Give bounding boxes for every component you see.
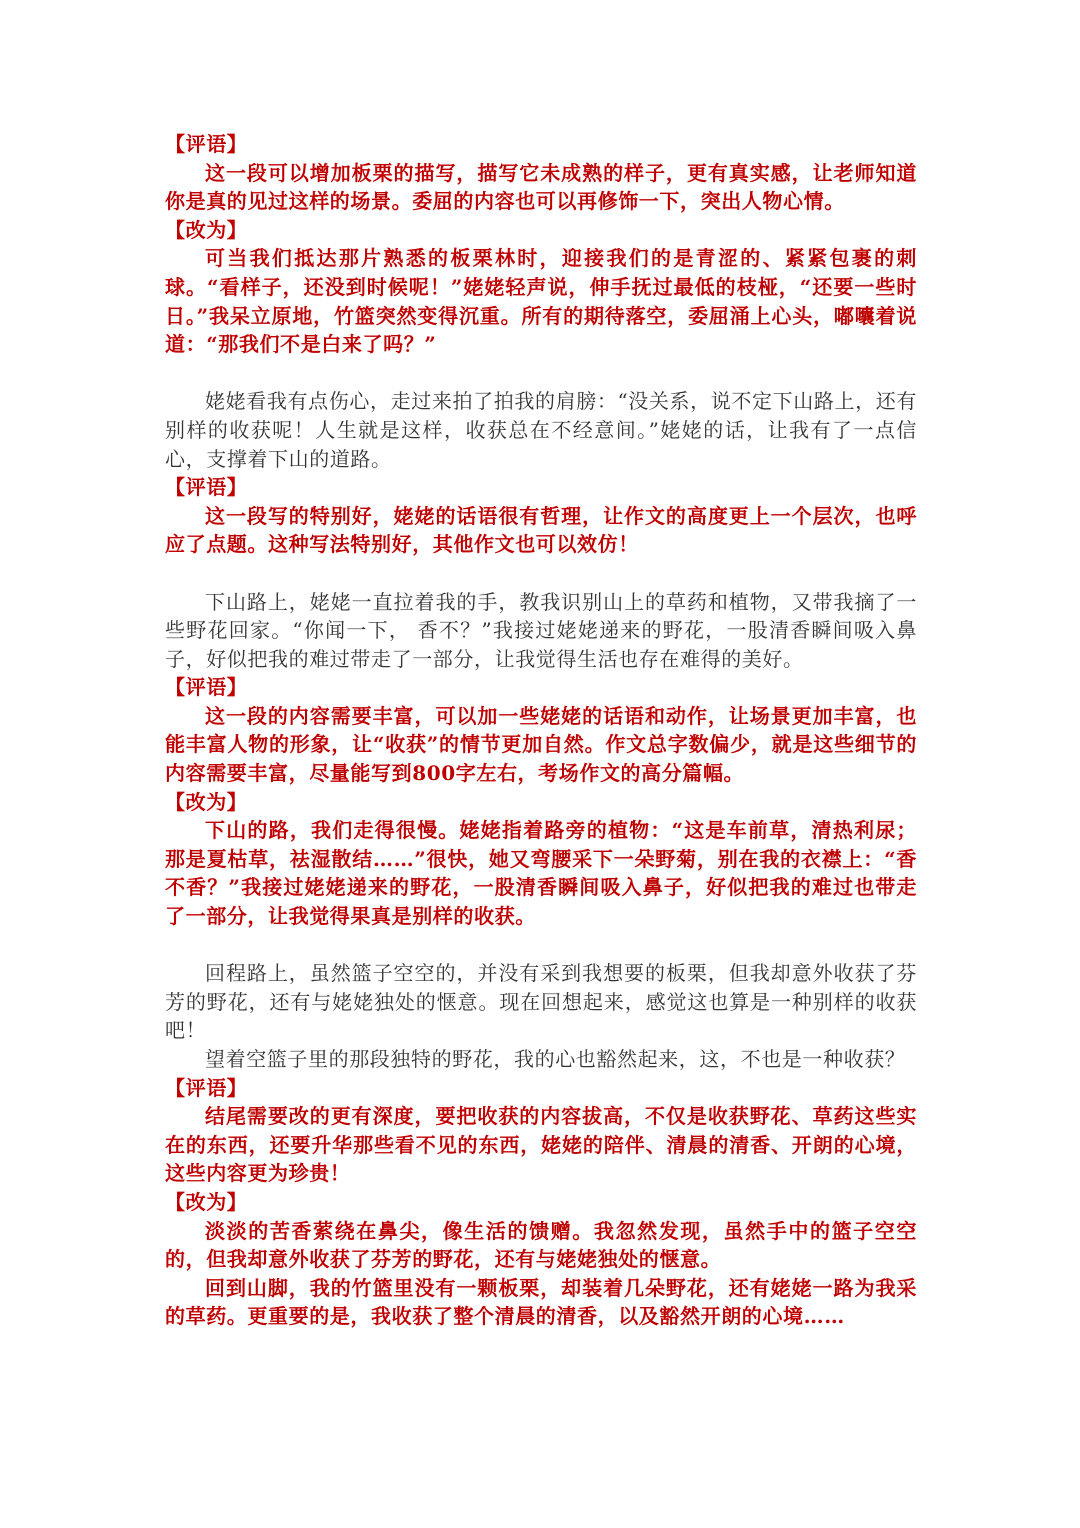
document-page (165, 130, 917, 1331)
revised-paragraph-1: 可当我们抵达那片熟悉的板栗林时，迎接我们的是青涩的、紧紧包裹的刺球。“看样子，还没到时候呢！”姥姥轻声说，伸手抚过最低的枝桠，“还要一些时日。”我呆立原地，竹篮突然变得沉重。所有的期待落空，委屈涌上心头，嘟囔着说道：“那我们不是白来了吗？” (165, 246, 917, 357)
revise-label: 【改为】 (165, 789, 248, 814)
paragraph-gap (165, 559, 917, 588)
comment-paragraph-1: 这一段可以增加板栗的描写，描写它未成熟的样子，更有真实感，让老师知道你是真的见过这样的场景。委屈的内容也可以再修饰一下，突出人物心情。 (165, 160, 917, 214)
comment-label: 【评语】 (165, 675, 248, 700)
revised-paragraph-4b: 回到山脚，我的竹篮里没有一颗板栗，却装着几朵野花，还有姥姥一路为我采的草药。更重要的是，我收获了整个清晨的清香，以及豁然开朗的心境…… (165, 1275, 917, 1329)
comment-label: 【评语】 (165, 132, 248, 156)
original-paragraph-4b: 望着空篮子里的那段独特的野花，我的心也豁然起来，这，不也是一种收获？ (205, 1047, 906, 1071)
comment-label: 【评语】 (165, 475, 248, 500)
revised-paragraph-3: 下山的路，我们走得很慢。姥姥指着路旁的植物：“这是车前草，清热利尿；那是夏枯草，祛湿散结……”很快，她又弯腰采下一朵野菊，别在我的衣襟上：“香不香？”我接过姥姥递来的野花，一股清香瞬间吸入鼻子，好似把我的难过也带走了一部分，让我觉得果真是别样的收获。 (165, 818, 917, 929)
revise-label: 【改为】 (165, 217, 248, 242)
comment-paragraph-3: 这一段的内容需要丰富，可以加一些姥姥的话语和动作，让场景更加丰富，也能丰富人物的形象，让“收获”的情节更加自然。作文总字数偏少，就是这些细节的内容需要丰富，尽量能写到800字左右，考场作文的高分篇幅。 (165, 703, 917, 786)
comment-paragraph-2: 这一段写的特别好，姥姥的话语很有哲理，让作文的高度更上一个层次，也呼应了点题。这种写法特别好，其他作文也可以效仿！ (165, 503, 917, 557)
original-paragraph-4a: 回程路上，虽然篮子空空的，并没有采到我想要的板栗，但我却意外收获了芬芳的野花，还有与姥姥独处的惬意。现在回想起来，感觉这也算是一种别样的收获吧！ (165, 961, 917, 1043)
comment-label: 【评语】 (165, 1075, 248, 1100)
original-paragraph-2: 姥姥看我有点伤心，走过来拍了拍我的肩膀：“没关系，说不定下山路上，还有别样的收获呢！人生就是这样，收获总在不经意间。”姥姥的话，让我有了一点信心，支撑着下山的道路。 (165, 389, 917, 471)
paragraph-gap (165, 359, 917, 388)
original-paragraph-3: 下山路上，姥姥一直拉着我的手，教我识别山上的草药和植物，又带我摘了一些野花回家。“你闻一下， 香不？”我接过姥姥递来的野花，一股清香瞬间吸入鼻子，好似把我的难过带走了一部分，让我觉得生活也存在难得的美好。 (165, 589, 917, 671)
paragraph-gap (165, 931, 917, 960)
comment-paragraph-4: 结尾需要改的更有深度，要把收获的内容拔高，不仅是收获野花、草药这些实在的东西，还要升华那些看不见的东西，姥姥的陪伴、清晨的清香、开朗的心境，这些内容更为珍贵！ (165, 1104, 917, 1186)
revised-paragraph-4a: 淡淡的苦香萦绕在鼻尖，像生活的馈赠。我忽然发现，虽然手中的篮子空空的，但我却意外收获了芬芳的野花，还有与姥姥独处的惬意。 (165, 1218, 917, 1272)
revise-label: 【改为】 (165, 1189, 248, 1214)
